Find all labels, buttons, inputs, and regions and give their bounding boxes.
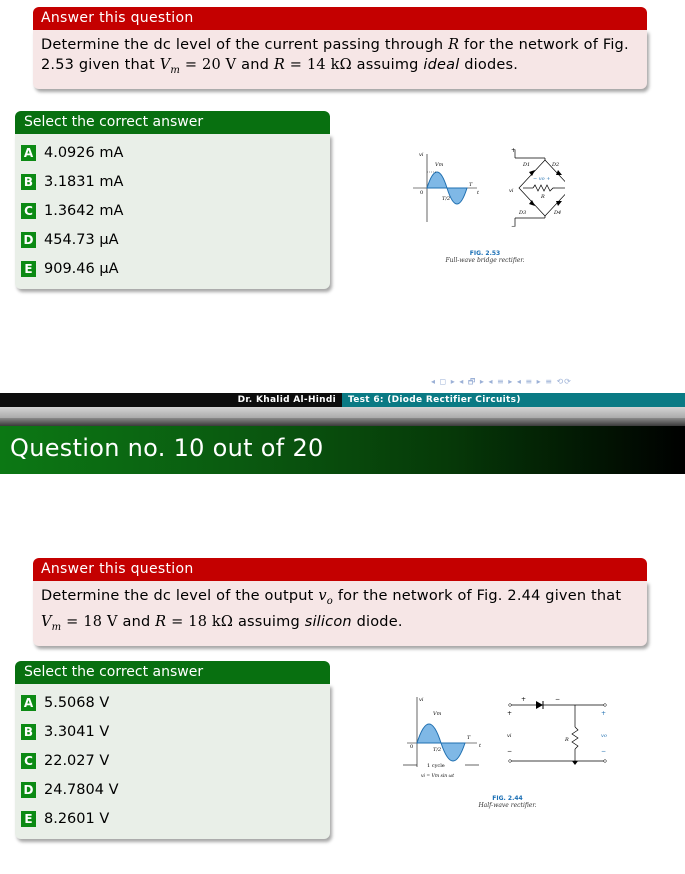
origin-label: 0 <box>410 744 414 750</box>
answer-option-c[interactable]: C 1.3642 mA <box>15 196 330 225</box>
input-plus: + <box>507 710 513 717</box>
d2-label: D2 <box>552 162 560 168</box>
footer-author: Dr. Khalid Al-Hindi <box>0 393 342 407</box>
minus-label: − <box>511 223 517 230</box>
answer-option-a[interactable]: A 5.5068 V <box>15 688 330 717</box>
d4-label: D4 <box>554 210 562 216</box>
diode-minus: − <box>555 696 561 703</box>
figure-2-53 <box>405 142 565 264</box>
time-label: t <box>479 743 482 749</box>
question-text: Determine the dc level of the output $v_o$ for the network of Fig. 2.44 given that $V_m = 18$ V and R = 18 kΩ assuimg silicon diode. <box>33 581 647 646</box>
d3-label: D3 <box>519 210 527 216</box>
plus-label: + <box>511 147 517 154</box>
origin-label: 0 <box>420 190 424 196</box>
question-header: Answer this question <box>33 7 647 30</box>
vm-label: Vm <box>433 711 442 717</box>
frame-band-dark <box>0 418 685 426</box>
answer-block-1 <box>15 111 330 289</box>
question-header: Answer this question <box>33 558 647 581</box>
answer-option-e[interactable]: E 8.2601 V <box>15 804 330 833</box>
time-label: t <box>477 190 480 196</box>
frame-title-bar <box>0 426 685 474</box>
bridge-rectifier-diagram <box>405 142 565 246</box>
figure-number: FIG. 2.53 <box>469 250 501 257</box>
footer <box>0 393 685 407</box>
answer-option-d[interactable]: D 24.7804 V <box>15 775 330 804</box>
vi-label: vi <box>419 697 424 703</box>
answer-list <box>15 684 330 839</box>
answer-option-b[interactable]: B 3.3041 V <box>15 717 330 746</box>
vo-label: − vo + <box>533 176 551 182</box>
half-period-label: T/2 <box>442 196 451 202</box>
answer-list <box>15 134 330 289</box>
vi-label: vi <box>419 152 424 158</box>
vm-label: Vm <box>435 162 444 168</box>
question-text: Determine the dc level of the current passing through R for the network of Fig. 2.53 given that $V_m = 20$ V and R = 14 kΩ assuimg ideal diodes. <box>33 30 647 89</box>
vo-label: vo <box>601 733 607 739</box>
r-label: R <box>565 737 569 743</box>
answer-header: Select the correct answer <box>15 661 330 684</box>
answer-option-c[interactable]: C 22.027 V <box>15 746 330 775</box>
answer-option-e[interactable]: E 909.46 μA <box>15 254 330 283</box>
period-label: T <box>467 735 471 741</box>
question-block-2 <box>33 558 647 646</box>
answer-option-a[interactable]: A 4.0926 mA <box>15 138 330 167</box>
r-label: R <box>541 194 545 200</box>
diode-plus: + <box>521 696 527 703</box>
period-label: T <box>469 182 473 188</box>
frame-title: Question no. 10 out of 20 <box>10 434 324 462</box>
input-minus: − <box>507 748 513 755</box>
answer-option-d[interactable]: D 454.73 μA <box>15 225 330 254</box>
half-period-label: T/2 <box>433 747 442 753</box>
vi-equation: vi = Vm sin ωt <box>421 774 455 779</box>
output-plus: + <box>601 710 607 717</box>
frame-band-light <box>0 407 685 418</box>
cycle-label: 1 cycle <box>427 763 445 769</box>
figure-caption: Full-wave bridge rectifier. <box>445 257 525 264</box>
figure-number: FIG. 2.44 <box>492 795 523 802</box>
output-minus: − <box>601 748 607 755</box>
d1-label: D1 <box>523 162 531 168</box>
figure-2-44 <box>395 693 620 811</box>
vi-input-label: vi <box>509 188 514 194</box>
half-wave-rectifier-diagram <box>395 693 620 791</box>
beamer-nav-icons[interactable]: ◂ ◻ ▸ ◂ 🗗 ▸ ◂ ≡ ▸ ◂ ≡ ▸ ≡ ⟲⟳ <box>431 377 572 386</box>
vi-input-label: vi <box>507 733 512 739</box>
answer-option-b[interactable]: B 3.1831 mA <box>15 167 330 196</box>
figure-caption: Half-wave rectifier. <box>478 802 537 809</box>
answer-header: Select the correct answer <box>15 111 330 134</box>
question-block-1 <box>33 7 647 89</box>
answer-block-2 <box>15 661 330 839</box>
footer-test-title: Test 6: (Diode Rectifier Circuits) <box>342 393 685 407</box>
